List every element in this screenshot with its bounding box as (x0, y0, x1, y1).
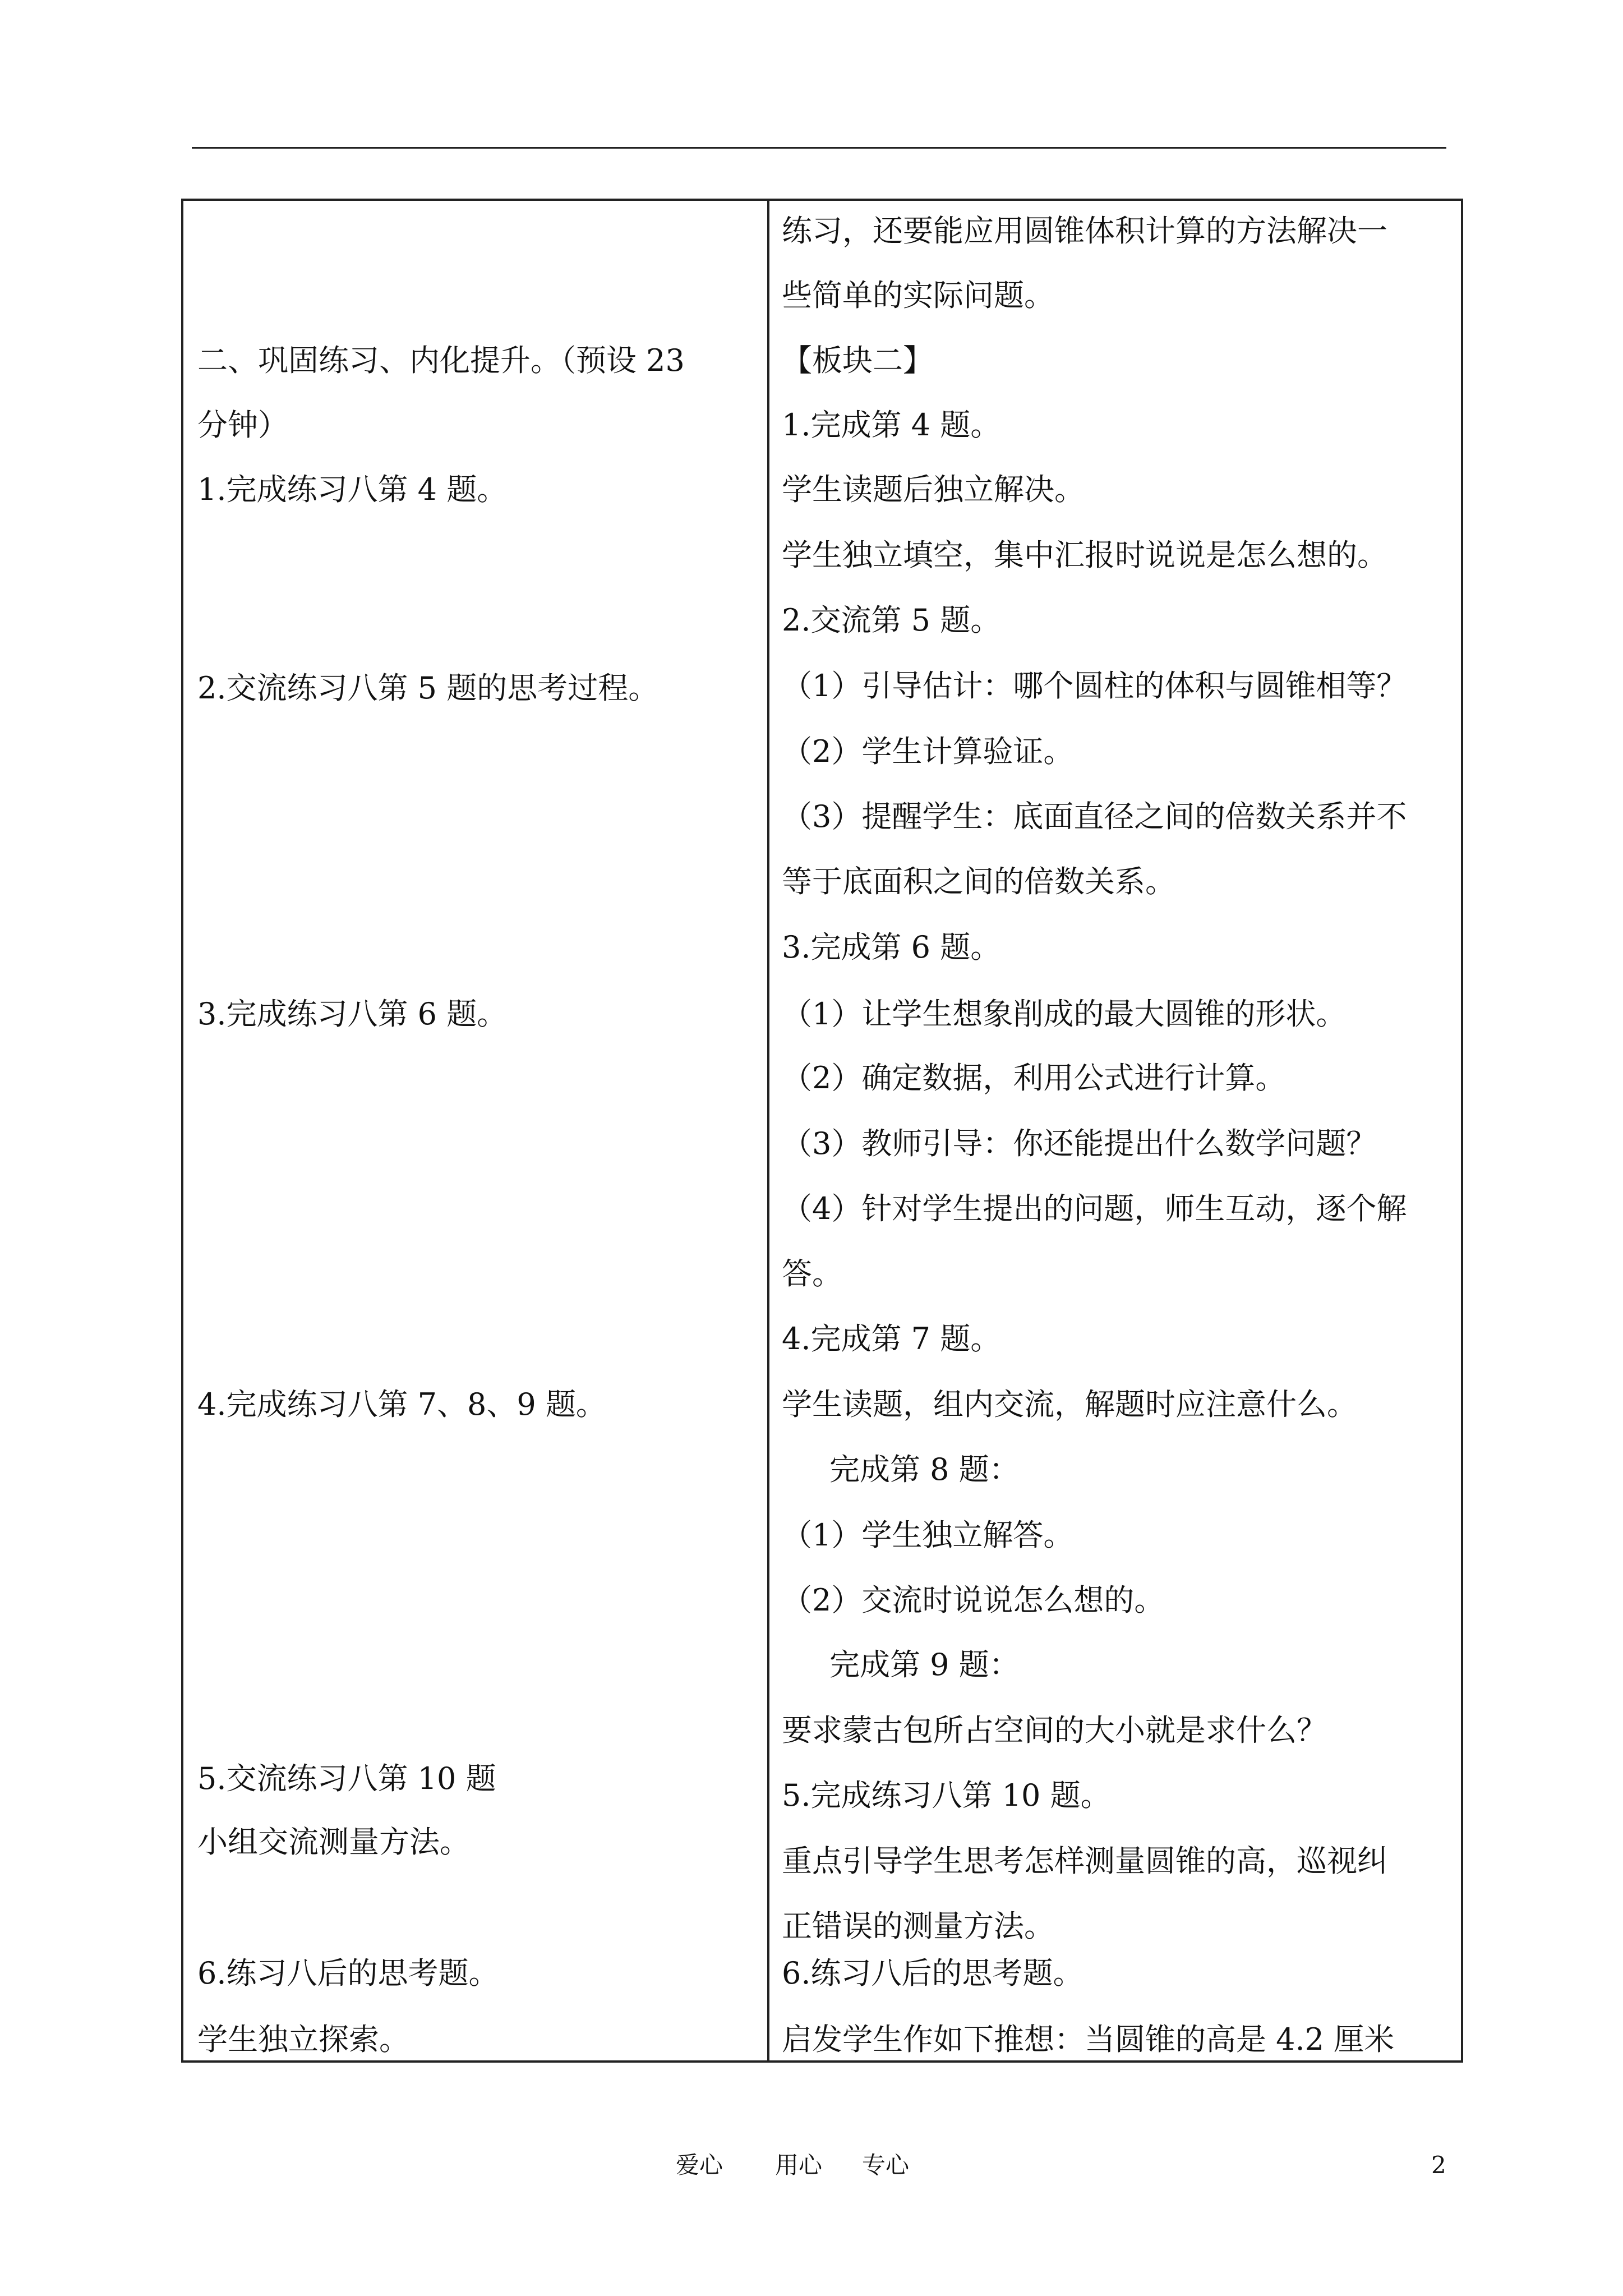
right-line: （1）引导估计：哪个圆柱的体积与圆锥相等？ (782, 668, 1407, 703)
right-line: （2）交流时说说怎么想的。 (782, 1582, 1165, 1618)
left-line: 5.交流练习八第 10 题 (197, 1761, 496, 1796)
right-line: 练习，还要能应用圆锥体积计算的方法解决一 (782, 213, 1387, 249)
right-line: （1）学生独立解答。 (782, 1517, 1074, 1553)
right-line: 等于底面积之间的倍数关系。 (782, 864, 1175, 899)
footer-motto-care: 用心 (775, 2151, 823, 2179)
left-line: 学生独立探索。 (197, 2022, 409, 2057)
column-divider (767, 201, 769, 2060)
right-line: 1.完成第 4 题。 (782, 407, 1001, 443)
left-line: 3.完成练习八第 6 题。 (197, 996, 508, 1032)
right-line: 完成第 9 题： (829, 1647, 1020, 1682)
left-line: 小组交流测量方法。 (197, 1824, 470, 1860)
footer-motto-focus: 专心 (862, 2151, 910, 2179)
left-line: 4.完成练习八第 7、8、9 题。 (197, 1387, 606, 1422)
left-line: 二、巩固练习、内化提升。（预设 23 (197, 343, 685, 378)
right-line: 3.完成第 6 题。 (782, 930, 1001, 965)
right-line: 要求蒙古包所占空间的大小就是求什么？ (782, 1713, 1327, 1748)
right-line: 学生读题后独立解决。 (782, 472, 1085, 507)
left-line: 1.完成练习八第 4 题。 (197, 472, 508, 507)
left-line: 分钟） (197, 407, 288, 443)
right-line: （3）提醒学生：底面直径之间的倍数关系并不 (782, 799, 1407, 834)
right-line: （1）让学生想象削成的最大圆锥的形状。 (782, 996, 1347, 1032)
right-line: 5.完成练习八第 10 题。 (782, 1778, 1111, 1813)
right-line: 启发学生作如下推想：当圆锥的高是 4.2 厘米 (782, 2022, 1395, 2057)
right-line: 完成第 8 题： (829, 1452, 1020, 1487)
footer-motto-love: 爱心 (676, 2151, 723, 2179)
right-line: （2）学生计算验证。 (782, 734, 1074, 769)
right-line: （3）教师引导：你还能提出什么数学问题？ (782, 1126, 1377, 1161)
right-line: （4）针对学生提出的问题，师生互动，逐个解 (782, 1191, 1407, 1226)
right-line: 学生独立填空，集中汇报时说说是怎么想的。 (782, 537, 1387, 573)
right-line: （2）确定数据，利用公式进行计算。 (782, 1060, 1286, 1096)
right-line: 【板块二】 (782, 343, 933, 378)
left-line: 6.练习八后的思考题。 (197, 1955, 499, 1991)
right-line: 6.练习八后的思考题。 (782, 1955, 1083, 1991)
right-line: 正错误的测量方法。 (782, 1908, 1054, 1944)
left-line: 2.交流练习八第 5 题的思考过程。 (197, 670, 659, 706)
right-line: 些简单的实际问题。 (782, 278, 1054, 313)
header-rule (192, 147, 1446, 149)
lesson-plan-table (181, 199, 1463, 2063)
right-line: 答。 (782, 1256, 842, 1291)
right-line: 4.完成第 7 题。 (782, 1321, 1001, 1356)
page-number: 2 (1431, 2151, 1446, 2179)
right-line: 学生读题，组内交流，解题时应注意什么。 (782, 1387, 1357, 1422)
right-line: 2.交流第 5 题。 (782, 602, 1001, 638)
right-line: 重点引导学生思考怎样测量圆锥的高，巡视纠 (782, 1843, 1387, 1879)
